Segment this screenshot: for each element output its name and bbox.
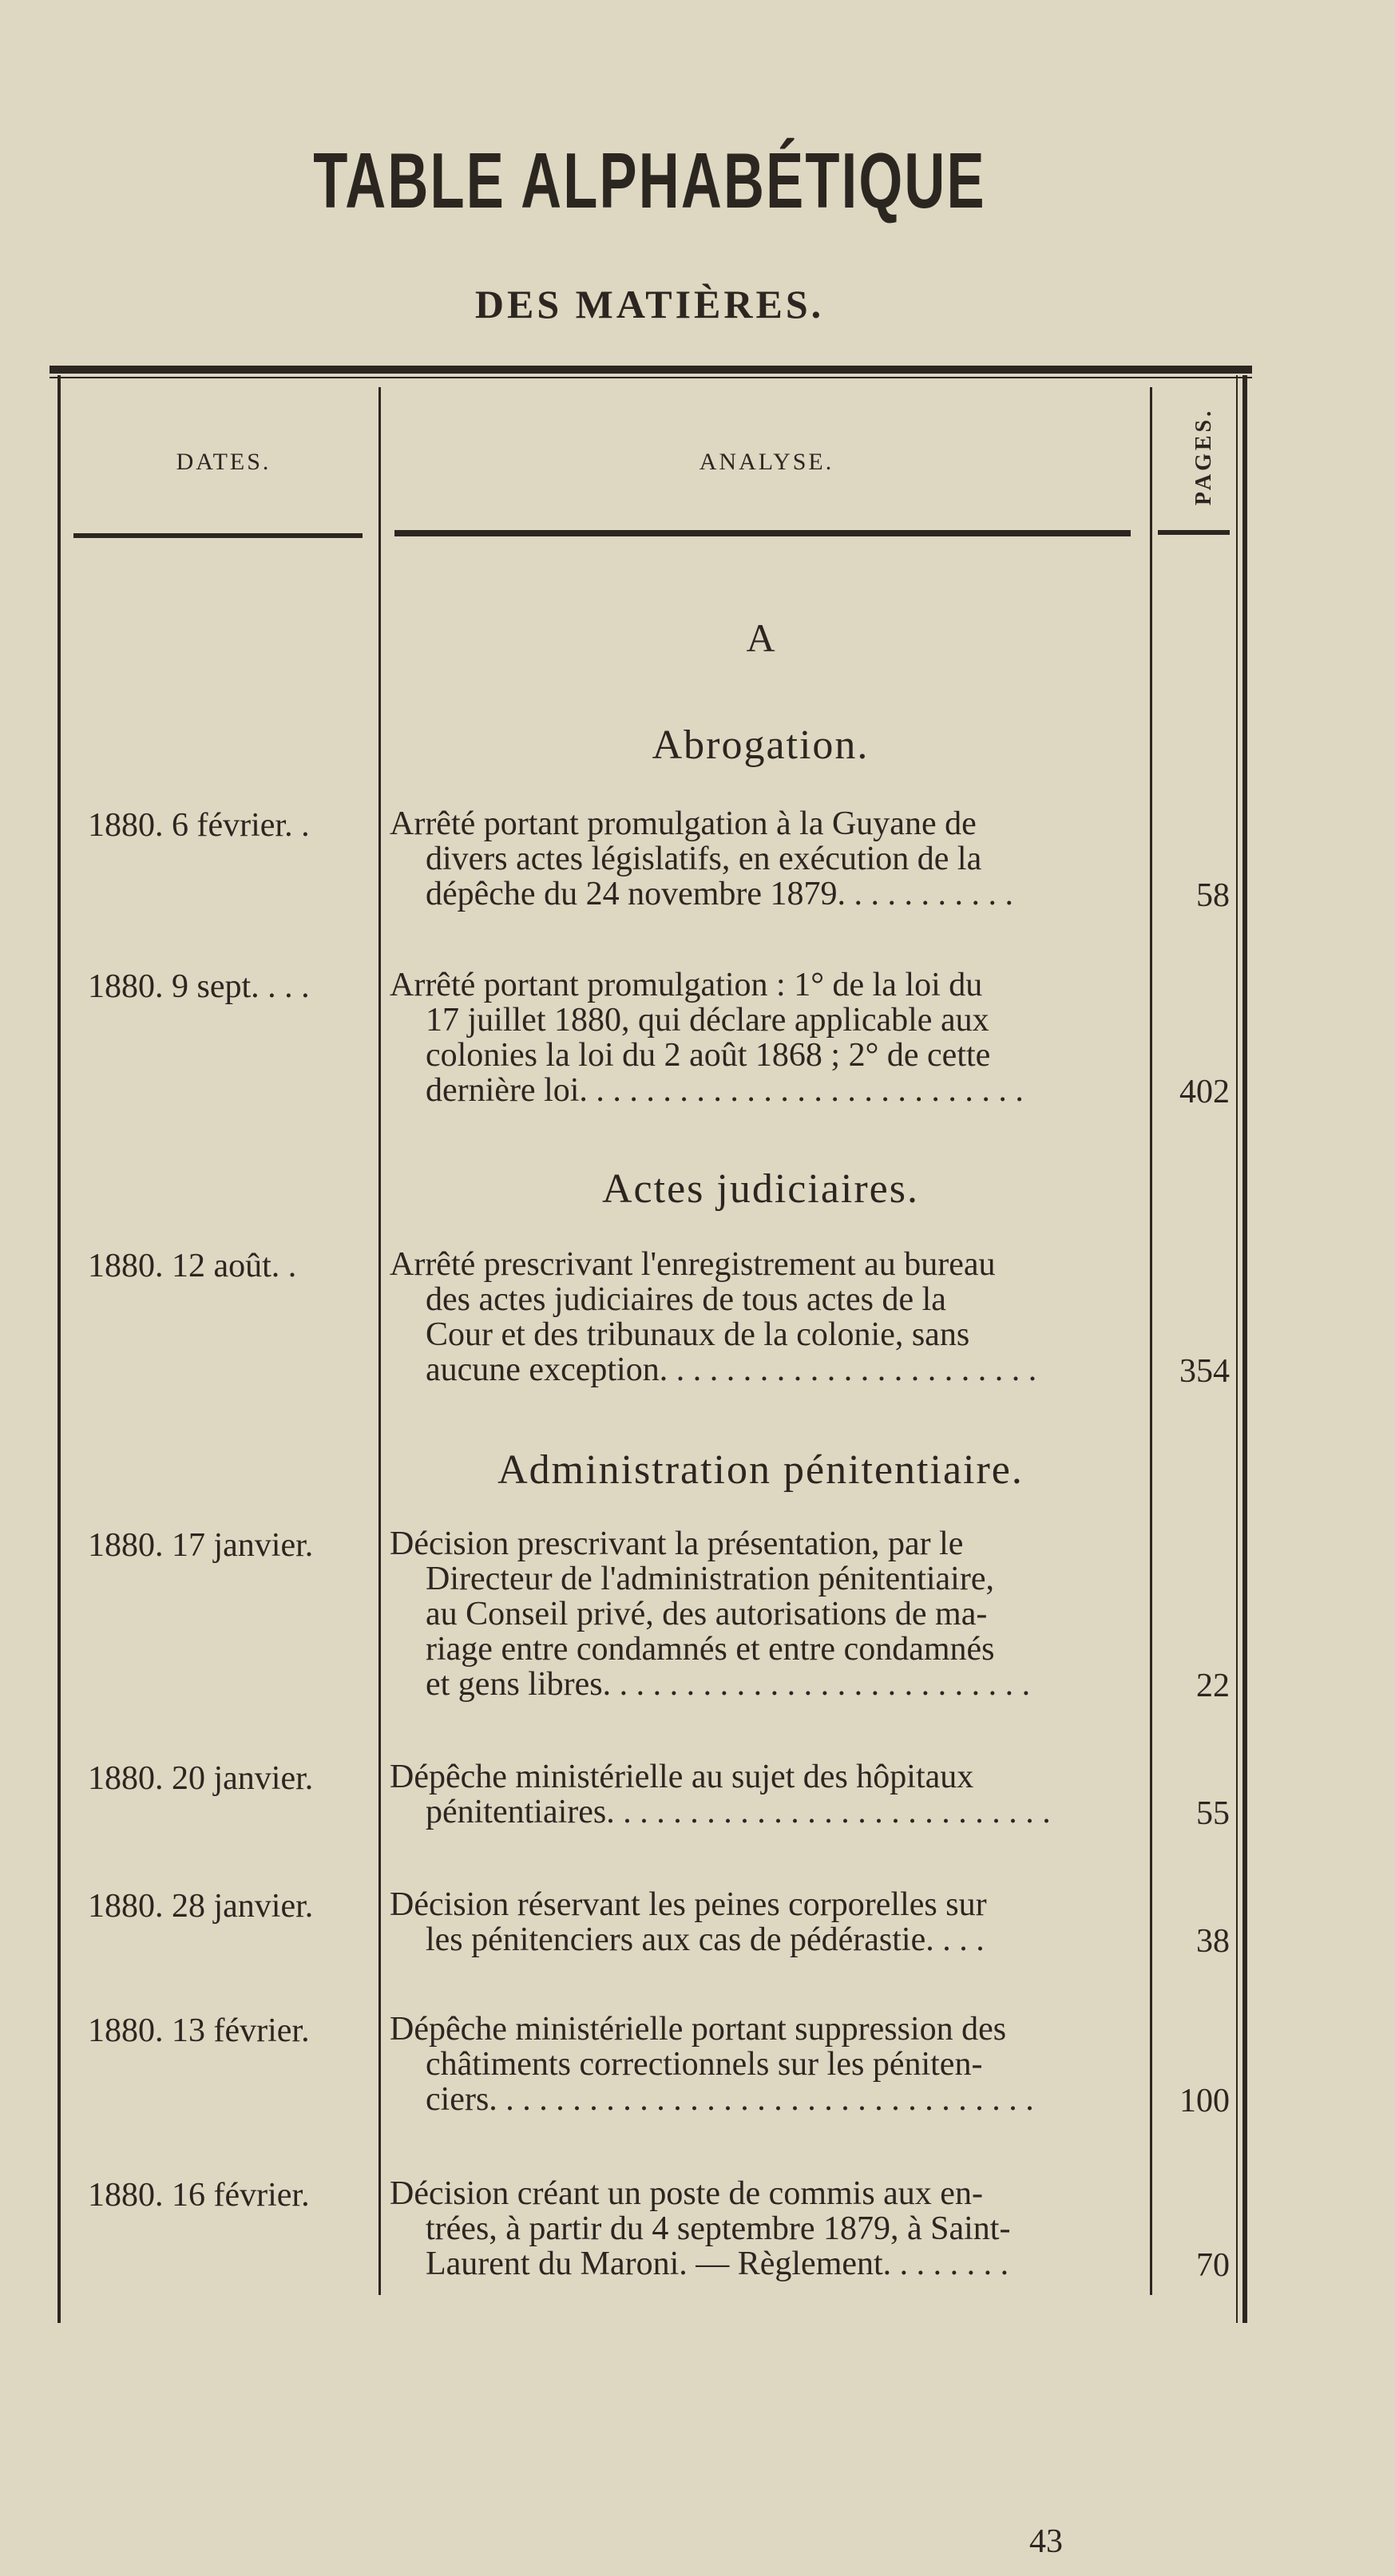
- page-subtitle: DES MATIÈRES.: [474, 282, 825, 326]
- entry-line: riage entre condamnés et entre condamnés: [426, 1631, 995, 1668]
- entry-analysis: [390, 2012, 1140, 2117]
- entry-analysis: [390, 806, 1140, 912]
- entry-page: 38: [1196, 1923, 1230, 1960]
- entry-date: 1880. 13 février.: [88, 2012, 310, 2049]
- table-right-border: [1242, 375, 1247, 2323]
- entry-line: aucune exception. . . . . . . . . . . . . . . . . . . . . . .: [426, 1351, 1037, 1388]
- entry-line: Laurent du Maroni. — Règlement. . . . . . . .: [426, 2246, 1009, 2282]
- section-heading: Administration pénitentiaire.: [497, 1447, 1024, 1493]
- entry-analysis: [390, 1759, 1140, 1830]
- column-divider-dates: [378, 387, 381, 2295]
- entry-line: au Conseil privé, des autorisations de ma-: [426, 1596, 988, 1632]
- entry-date: 1880. 20 janvier.: [88, 1760, 314, 1797]
- entry-page: 55: [1196, 1795, 1230, 1832]
- entry-line: Décision créant un poste de commis aux en-: [390, 2175, 983, 2212]
- entry-line: Dépêche ministérielle au sujet des hôpitaux: [390, 1759, 974, 1795]
- entry-line: colonies la loi du 2 août 1868 ; 2° de cette: [426, 1037, 991, 1074]
- table-top-rule: [50, 366, 1252, 374]
- table-left-border: [57, 375, 61, 2323]
- entry-line: ciers. . . . . . . . . . . . . . . . . . . . . . . . . . . . . . . . .: [426, 2081, 1034, 2118]
- entry-date: 1880. 9 sept. . . .: [88, 968, 310, 1005]
- entry-date: 1880. 12 août. .: [88, 1248, 297, 1284]
- entry-page: 402: [1179, 1074, 1230, 1110]
- entry-line: Directeur de l'administration pénitentiaire,: [426, 1561, 994, 1597]
- table-right-border-thin: [1236, 375, 1238, 2323]
- entry-analysis: [390, 2176, 1140, 2281]
- entry-analysis: [390, 1526, 1140, 1702]
- entry-page: 354: [1179, 1353, 1230, 1390]
- entry-page: 70: [1196, 2247, 1230, 2284]
- column-header-pages: [1188, 393, 1220, 520]
- entry-date: 1880. 6 février. .: [88, 807, 310, 844]
- letter-heading: A: [746, 615, 775, 660]
- page-number: 43: [1029, 2523, 1063, 2560]
- column-divider-pages: [1150, 387, 1152, 2295]
- entry-line: châtiments correctionnels sur les péniten-: [426, 2046, 983, 2083]
- table-top-rule-thin: [50, 377, 1252, 378]
- entry-page: 22: [1196, 1668, 1230, 1704]
- entry-page: 58: [1196, 877, 1230, 914]
- entry-line: des actes judiciaires de tous actes de la: [426, 1281, 946, 1318]
- column-header-dates: DATES.: [176, 449, 271, 475]
- entry-analysis: [390, 1247, 1140, 1387]
- entry-date: 1880. 16 février.: [88, 2177, 310, 2214]
- entry-line: Cour et des tribunaux de la colonie, sans: [426, 1316, 970, 1353]
- header-rule-dates: [73, 533, 363, 538]
- entry-line: Décision prescrivant la présentation, par le: [390, 1525, 964, 1562]
- section-heading: Actes judiciaires.: [602, 1166, 919, 1212]
- entry-analysis: [390, 1887, 1140, 1957]
- entry-line: Décision réservant les peines corporelles sur: [390, 1886, 987, 1923]
- entry-line: dépêche du 24 novembre 1879. . . . . . . . . . .: [426, 876, 1014, 912]
- entry-line: divers actes législatifs, en exécution de la: [426, 841, 982, 877]
- entry-line: pénitentiaires. . . . . . . . . . . . . . . . . . . . . . . . . . .: [426, 1794, 1051, 1830]
- entry-line: dernière loi. . . . . . . . . . . . . . . . . . . . . . . . . . .: [426, 1072, 1024, 1109]
- entry-line: et gens libres. . . . . . . . . . . . . . . . . . . . . . . . . .: [426, 1666, 1031, 1703]
- page-title: TABLE ALPHABÉTIQUE: [313, 137, 986, 224]
- column-header-pages-label: PAGES.: [1191, 407, 1216, 506]
- entry-line: les pénitenciers aux cas de pédérastie. . . .: [426, 1921, 985, 1958]
- entry-line: trées, à partir du 4 septembre 1879, à Saint-: [426, 2210, 1011, 2247]
- entry-line: 17 juillet 1880, qui déclare applicable aux: [426, 1002, 989, 1039]
- entry-line: Arrêté prescrivant l'enregistrement au bureau: [390, 1246, 996, 1283]
- entry-analysis: [390, 967, 1140, 1108]
- header-rule-analyse: [394, 530, 1131, 536]
- entry-line: Arrêté portant promulgation : 1° de la loi du: [390, 967, 983, 1003]
- section-heading: Abrogation.: [652, 722, 870, 768]
- entry-date: 1880. 17 janvier.: [88, 1527, 314, 1564]
- column-header-analyse: ANALYSE.: [699, 449, 834, 475]
- header-rule-pages: [1158, 530, 1230, 535]
- entry-date: 1880. 28 janvier.: [88, 1888, 314, 1925]
- entry-line: Dépêche ministérielle portant suppression des: [390, 2011, 1007, 2048]
- entry-line: Arrêté portant promulgation à la Guyane de: [390, 805, 977, 842]
- entry-page: 100: [1179, 2083, 1230, 2119]
